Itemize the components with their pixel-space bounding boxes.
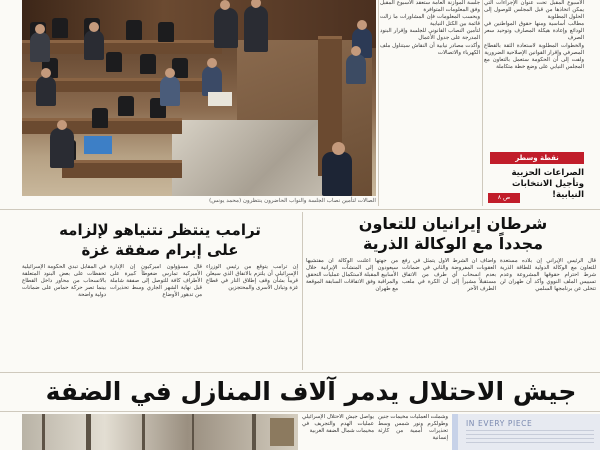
westbank-headline: جيش الاحتلال يدمر آلاف المنازل في الضفة bbox=[45, 377, 577, 406]
trump-body-col-3: في المقابل تبدي الحكومة الإسرائيلية تحفظات على بعض البنود المتعلقة بالانسحاب من محاور داخل القطاع بينما تصر حركة حماس على ضمانات دولية واضحة bbox=[22, 264, 106, 299]
side-box-title: الصراعات الحزبية وتأجيل الانتخابات النيابية! bbox=[511, 168, 584, 200]
photo-caption: الصالات لتأمين نصاب الجلسة والنواب الحاضرون ينتظرون (محمد يونس) bbox=[209, 198, 376, 204]
trump-body-col-1: إن ترامب يتوقع من رئيس الوزراء الإسرائيلي أن يلتزم بالاتفاق الذي سيعلن قريباً بشأن وقف إطلاق النار في قطاع غزة وتبادل الأسرى والمحتجزين bbox=[206, 264, 298, 292]
iran-body-col-2: وأضاف أن الشرط الأول يتمثل في رفع العقوبات المفروضة والثاني في ضمانات بعدم انسحاب أي طرف من الاتفاق مستقبلاً مشيراً إلى أن الكرة في ملعب الطرف الآخر bbox=[402, 258, 496, 293]
iran-headline: شرطان إيرانيان للتعاون مجدداً مع الوكالة الذرية bbox=[358, 214, 548, 253]
iran-body-col-3: من جهتها أعلنت الوكالة أن مفتشيها سيعودون إلى المنشآت الإيرانية خلال الأسابيع المقبلة لاستكمال عمليات التحقق والمراقبة وفق الاتفاقات السابقة الموقعة مع طهران bbox=[306, 258, 398, 293]
demolition-photo bbox=[22, 414, 298, 450]
top-right-column: الأسبوع المقبل تحت عنوان الإجراءات التي يمكن اتخاذها من قبل المجلس للوصول إلى الحلول المطلوبة مطالب أساسية ومنها حقوق المواطنين في الودائع وإعادة هيكلة المصارف وتوحيد سعر الصرف والخطوات المطلوبة لاستعادة الثقة بالقطاع المصرفي وإقرار القوانين الإصلاحية الضرورية ولفت إلى أن الحكومة ستعمل بالتعاون مع المجلس النيابي على وضع خطة متكاملة bbox=[484, 0, 584, 70]
bottom-text-col-2: وشملت العمليات مخيمات جنين وطولكرم ونور شمس وسط تحذيرات أممية من كارثة إنسانية bbox=[378, 414, 448, 442]
trump-body-col-2: قال مسؤولون أميركيون إن الإدارة الأميركية تمارس ضغوطاً كبيرة على الأطراف كافة للتوصل إلى صفقة شاملة قبل نهاية الشهر الجاري وسط تحذيرات من تدهور الأوضاع bbox=[110, 264, 202, 299]
bottom-text-col-1: يواصل جيش الاحتلال الإسرائيلي عمليات الهدم والتجريف في مخيمات شمال الضفة الغربية bbox=[302, 414, 374, 435]
page-reference-badge[interactable]: ص ٨ bbox=[488, 193, 520, 203]
column-kicker: نقطة وسطر bbox=[490, 152, 584, 164]
blue-folder bbox=[84, 136, 112, 154]
trump-headline: ترامب ينتظر نتنياهو لإلزامه على إبرام صفقة غزة bbox=[59, 221, 261, 259]
mid-column: جلسة الموازنة العامة ستعقد الأسبوع المقبل وفق المعلومات المتوافرة وبحسب المعلومات فإن المشاورات ما زالت قائمة بين الكتل النيابية لتأمين النصاب القانوني للجلسة وإقرار البنود المدرجة على جدول الأعمال وأكدت مصادر نيابية أن النقاش سيتناول ملف الكهرباء والاتصالات bbox=[380, 0, 480, 56]
parliament-photo bbox=[22, 0, 376, 196]
ad-banner-label: IN EVERY PIECE bbox=[466, 419, 533, 428]
iran-body-col-1: قال الرئيس الإيراني إن بلاده مستعدة للتعاون مع الوكالة الدولية للطاقة الذرية شرط احترام حقوقها المشروعة وعدم تسييس الملف النووي وأكد أن طهران لن تتخلى عن برنامجها السلمي bbox=[500, 258, 596, 293]
ad-banner[interactable] bbox=[452, 414, 600, 450]
